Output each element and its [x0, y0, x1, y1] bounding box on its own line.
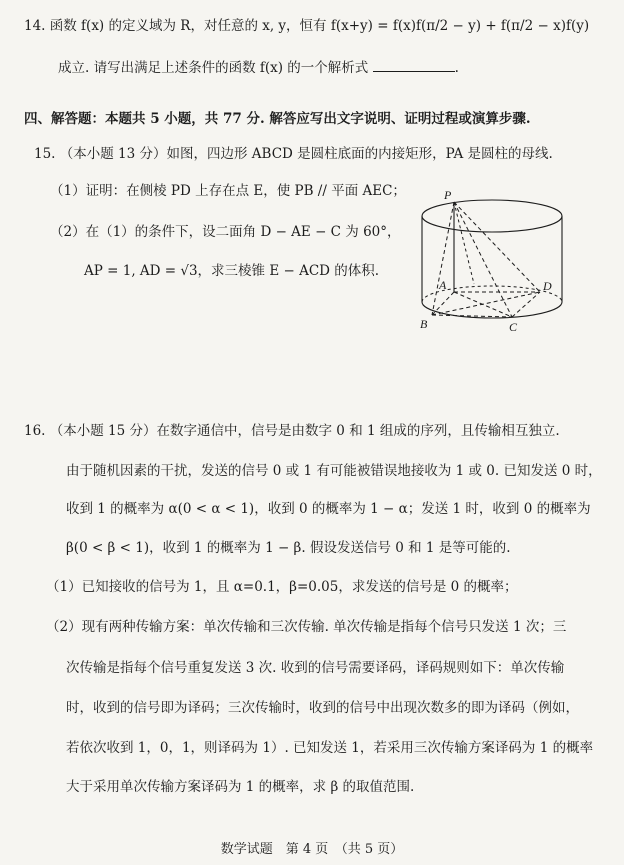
q16-part1: （1）已知接收的信号为 1，且 α=0.1，β=0.05，求发送的信号是 0 的概率； [46, 579, 518, 595]
q15-part1: （1）证明：在侧棱 PD 上存在点 E，使 PB // 平面 AEC； [50, 183, 406, 199]
q14-line2 [58, 58, 459, 77]
label-A: A [439, 278, 447, 292]
edge-PB [432, 202, 454, 315]
edge-BC [432, 315, 512, 317]
q16-part2-line4: 若依次收到 1，0，1，则译码为 1）. 已知发送 1，若采用三次传输方案译码为 1 的概率 [66, 740, 594, 756]
section-title: 四、解答题：本题共 5 小题，共 77 分. 解答应写出文字说明、证明过程或演算步骤. [24, 111, 531, 127]
label-B: B [420, 317, 428, 331]
q15-stem: 15. （本小题 13 分）如图，四边形 ABCD 是圆柱底面的内接矩形，PA 是圆柱的母线. [34, 146, 553, 162]
diagonal-BD [432, 292, 540, 315]
label-C: C [509, 320, 518, 334]
inner-line [454, 202, 474, 284]
q15-part2-b: AP = 1, AD = √3，求三棱锥 E − ACD 的体积. [84, 263, 380, 279]
page-footer: 数学试题 第 4 页 （共 5 页） [220, 842, 404, 857]
bottom-ellipse-front [422, 302, 562, 318]
answer-blank[interactable] [373, 58, 455, 72]
cylinder-figure [412, 188, 572, 338]
q16-para1: 由于随机因素的干扰，发送的信号 0 或 1 有可能被错误地接收为 1 或 0. 已知发送 0 时， [66, 463, 602, 479]
q16-part2-line2: 次传输是指每个信号重复发送 3 次. 收到的信号需要译码，译码规则如下：单次传输 [66, 660, 565, 676]
label-P: P [444, 188, 452, 202]
q14-line2-text: 成立. 请写出满足上述条件的函数 f(x) 的一个解析式 [58, 60, 369, 76]
q15-part2-a: （2）在（1）的条件下，设二面角 D − AE − C 为 60°， [50, 224, 401, 240]
q16-para3: β(0 < β < 1)，收到 1 的概率为 1 − β. 假设发送信号 0 和 1 是等可能的. [66, 540, 511, 556]
q14-line1: 14. 函数 f(x) 的定义域为 R，对任意的 x, y，恒有 f(x+y) = f(x)f(π/2 − y) + f(π/2 − x)f(y) [24, 18, 590, 34]
q14-period: . [454, 60, 459, 76]
label-D: D [543, 279, 552, 293]
q16-part2-line3: 时，收到的信号即为译码；三次传输时，收到的信号中出现次数多的即为译码（例如， [66, 700, 579, 716]
q16-part2-line1: （2）现有两种传输方案：单次传输和三次传输. 单次传输是指每个信号只发送 1 次；三 [46, 619, 567, 635]
edge-CD [512, 292, 540, 317]
q16-stem: 16. （本小题 15 分）在数字通信中，信号是由数字 0 和 1 组成的序列，且传输相互独立. [24, 423, 560, 439]
edge-PD [454, 202, 540, 292]
q16-part2-line5: 大于采用单次传输方案译码为 1 的概率，求 β 的取值范围. [66, 779, 415, 795]
top-ellipse [422, 200, 562, 232]
q16-para2: 收到 1 的概率为 α(0 < α < 1)，收到 0 的概率为 1 − α；发送 1 时，收到 0 的概率为 [66, 501, 591, 517]
